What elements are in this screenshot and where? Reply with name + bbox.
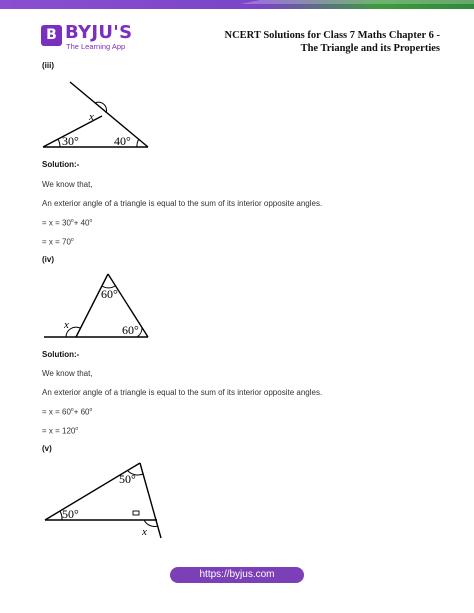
question-label-iii: (iii) (42, 61, 54, 70)
angle-label-60-top: 60° (101, 287, 118, 301)
equation-iii-1: = $x = 30^o+ 40^o$ (42, 218, 93, 228)
footer-website-link[interactable]: https://byjus.com (170, 567, 304, 583)
page-title (225, 29, 441, 55)
angle-label-50-left: 50° (62, 507, 79, 521)
logo-tagline: The Learning App (66, 42, 126, 51)
angle-label-30: 30° (62, 134, 79, 148)
triangle-figure-v (40, 458, 170, 542)
solution-heading-iii: Solution:- (42, 160, 80, 169)
equation-iv-1: = $x = 60^o+ 60^o$ (42, 407, 93, 417)
exterior-angle-x: x (142, 526, 147, 538)
byjus-logo[interactable] (41, 22, 133, 53)
title-line-2: The Triangle and its Properties (300, 43, 440, 54)
top-color-bar (0, 0, 474, 9)
question-label-iv: (iv) (42, 255, 54, 264)
angle-label-50-top: 50° (119, 472, 136, 486)
exterior-angle-x: x (89, 111, 94, 123)
logo-mark: B (41, 25, 62, 46)
equation-iv-2: = $x = 120^o$ (42, 426, 79, 436)
angle-label-60-right: 60° (122, 323, 139, 337)
title-line-1: NCERT Solutions for Class 7 Maths Chapter 6 - (224, 30, 440, 41)
logo-text: BYJU'S (65, 22, 133, 43)
triangle-figure-iii (40, 80, 152, 152)
triangle-figure-iv (40, 268, 152, 340)
solution-line-iii-2: An exterior angle of a triangle is equal to the sum of its interior opposite angles. (42, 199, 323, 208)
solution-line-iv-2: An exterior angle of a triangle is equal to the sum of its interior opposite angles. (42, 388, 323, 397)
solution-line-iv-1: We know that, (42, 369, 93, 378)
equation-iii-2: = $x = 70^o$ (42, 237, 74, 247)
solution-line-iii-1: We know that, (42, 180, 93, 189)
angle-label-40: 40° (114, 134, 131, 148)
exterior-angle-x: x (64, 319, 69, 331)
question-label-v: (v) (42, 444, 52, 453)
solution-heading-iv: Solution:- (42, 350, 80, 359)
